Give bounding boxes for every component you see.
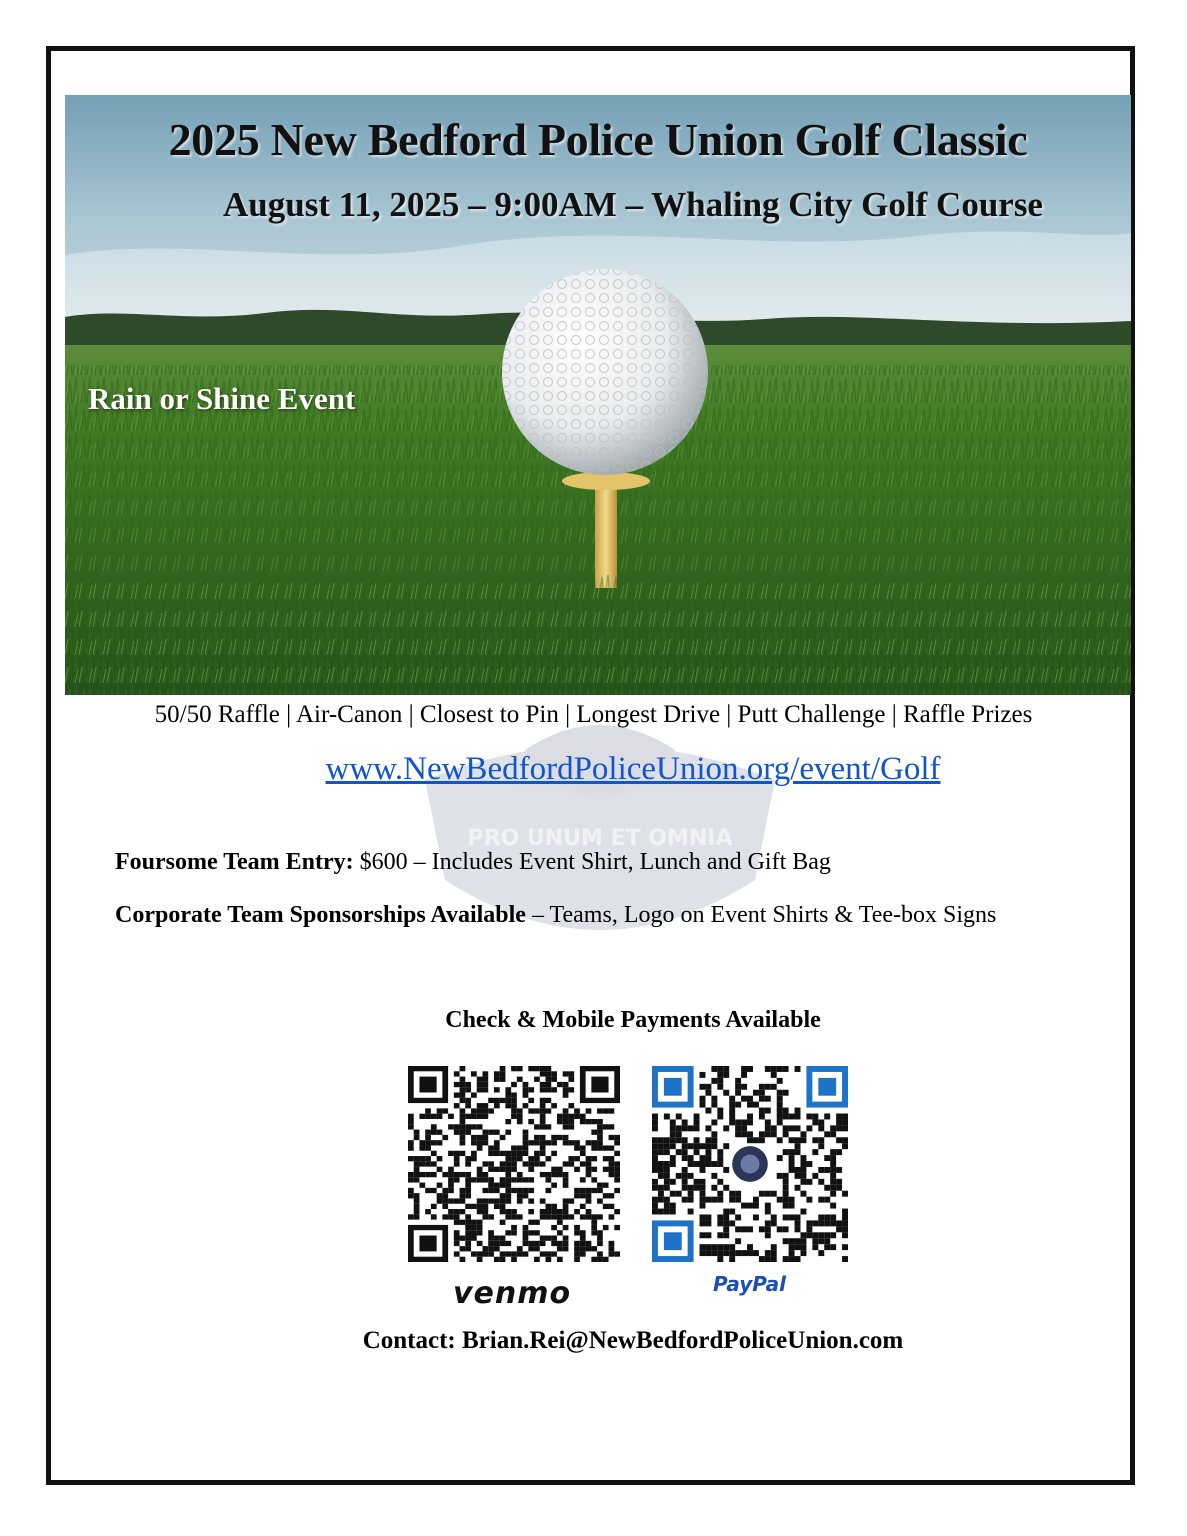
venmo-logo: venmo (453, 1276, 572, 1311)
foursome-entry (115, 849, 831, 876)
contact-email: Contact: Brian.Rei@NewBedfordPoliceUnion.com (362, 1327, 904, 1354)
hero-image (65, 95, 1131, 695)
event-title: 2025 New Bedford Police Union Golf Classic (168, 114, 1028, 165)
police-union-badge-eagle (405, 690, 795, 980)
sponsorship-detail: – Teams, Logo on Event Shirts & Tee-box Signs (525, 902, 997, 928)
sponsorship-label: Corporate Team Sponsorships Available (115, 902, 526, 928)
watermark-motto: PRO UNUM ET OMNIA (467, 826, 733, 851)
foursome-detail: $600 – Includes Event Shirt, Lunch and Gift Bag (353, 849, 831, 875)
paypal-logo: PayPal (713, 1272, 787, 1296)
venmo-qr-code[interactable] (408, 1066, 620, 1262)
event-website-link[interactable]: www.NewBedfordPoliceUnion.org/event/Golf (325, 751, 941, 787)
rain-or-shine-note: Rain or Shine Event (88, 381, 356, 416)
sponsorship-entry (115, 902, 996, 929)
payments-heading: Check & Mobile Payments Available (445, 1007, 821, 1033)
paypal-qr-code[interactable] (652, 1066, 848, 1262)
activities-list: 50/50 Raffle | Air-Canon | Closest to Pin | Longest Drive | Putt Challenge | Raffle Prizes (154, 701, 1033, 728)
event-date-location: August 11, 2025 – 9:00AM – Whaling City Golf Course (223, 185, 1043, 224)
foursome-label: Foursome Team Entry: (115, 849, 354, 875)
